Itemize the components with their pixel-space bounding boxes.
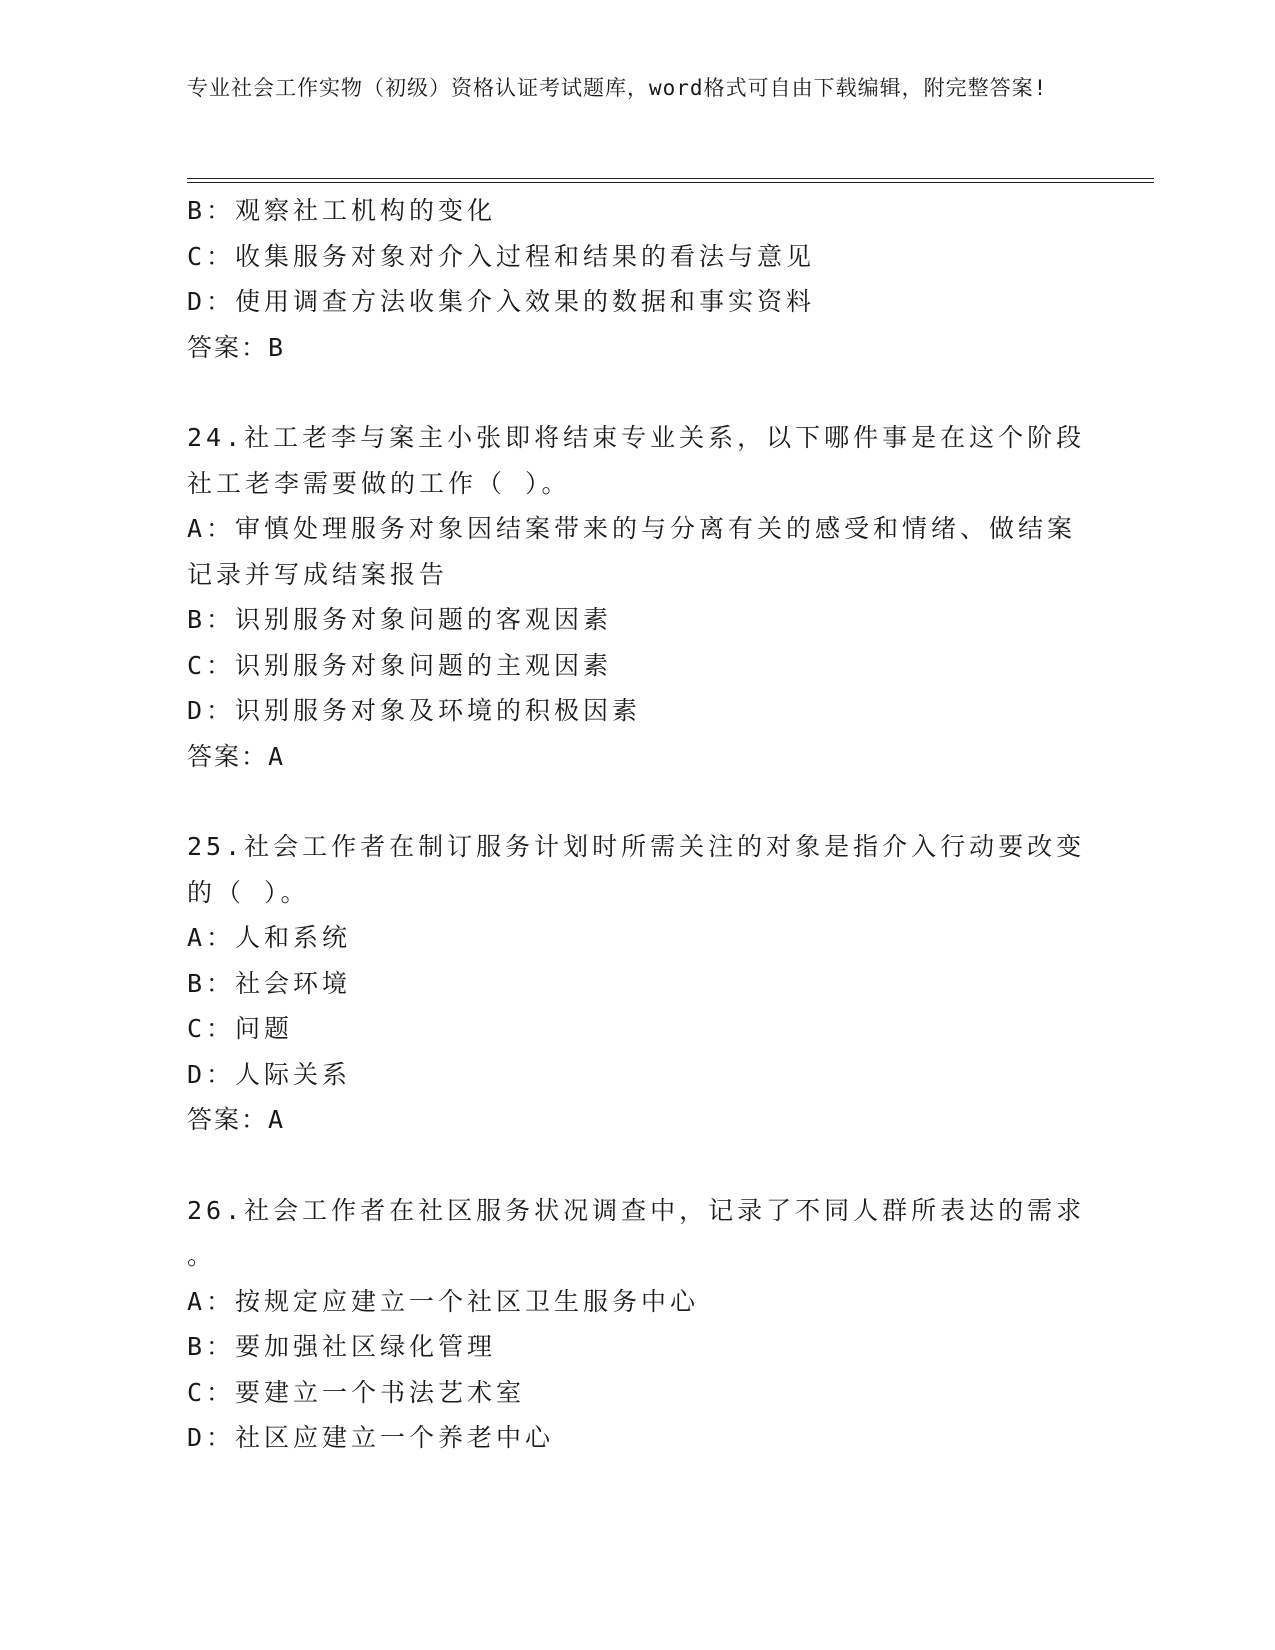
question-stem: 社工老李需要做的工作（ ）。 (187, 468, 571, 498)
option-line: C：要建立一个书法艺术室 (187, 1377, 526, 1407)
question-content (187, 188, 1086, 1461)
option-line: C：问题 (187, 1014, 294, 1043)
answer-line: 答案：B (187, 332, 286, 362)
answer-line: 答案：A (187, 1105, 286, 1134)
answer-line: 答案：A (187, 741, 286, 771)
header-divider (187, 178, 1154, 183)
option-line: B：社会环境 (187, 968, 352, 998)
option-line: D：人际关系 (187, 1059, 352, 1089)
option-line: A：审慎处理服务对象因结案带来的与分离有关的感受和情绪、做结案 (187, 514, 1077, 543)
option-line: A：人和系统 (187, 923, 352, 952)
option-line: B：要加强社区绿化管理 (187, 1332, 497, 1361)
question-stem: 。 (187, 1241, 217, 1270)
option-line: D：使用调查方法收集介入效果的数据和事实资料 (187, 287, 816, 316)
option-line: B：观察社工机构的变化 (187, 196, 497, 225)
question-stem: 26.社会工作者在社区服务状况调查中，记录了不同人群所表达的需求 (187, 1195, 1086, 1225)
option-line: C：收集服务对象对介入过程和结果的看法与意见 (187, 241, 816, 271)
option-line: D：识别服务对象及环境的积极因素 (187, 696, 642, 725)
option-line: D：社区应建立一个养老中心 (187, 1423, 555, 1452)
document-header: 专业社会工作实物（初级）资格认证考试题库，word格式可自由下载编辑，附完整答案! (187, 76, 1048, 100)
question-stem: 25.社会工作者在制订服务计划时所需关注的对象是指介入行动要改变 (187, 832, 1086, 861)
option-line: C：识别服务对象问题的主观因素 (187, 650, 613, 680)
option-line: 记录并写成结案报告 (187, 559, 449, 589)
question-stem: 24.社工老李与案主小张即将结束专业关系，以下哪件事是在这个阶段 (187, 423, 1086, 452)
question-stem: 的（ ）。 (187, 877, 310, 907)
option-line: B：识别服务对象问题的客观因素 (187, 605, 613, 634)
option-line: A：按规定应建立一个社区卫生服务中心 (187, 1286, 700, 1316)
